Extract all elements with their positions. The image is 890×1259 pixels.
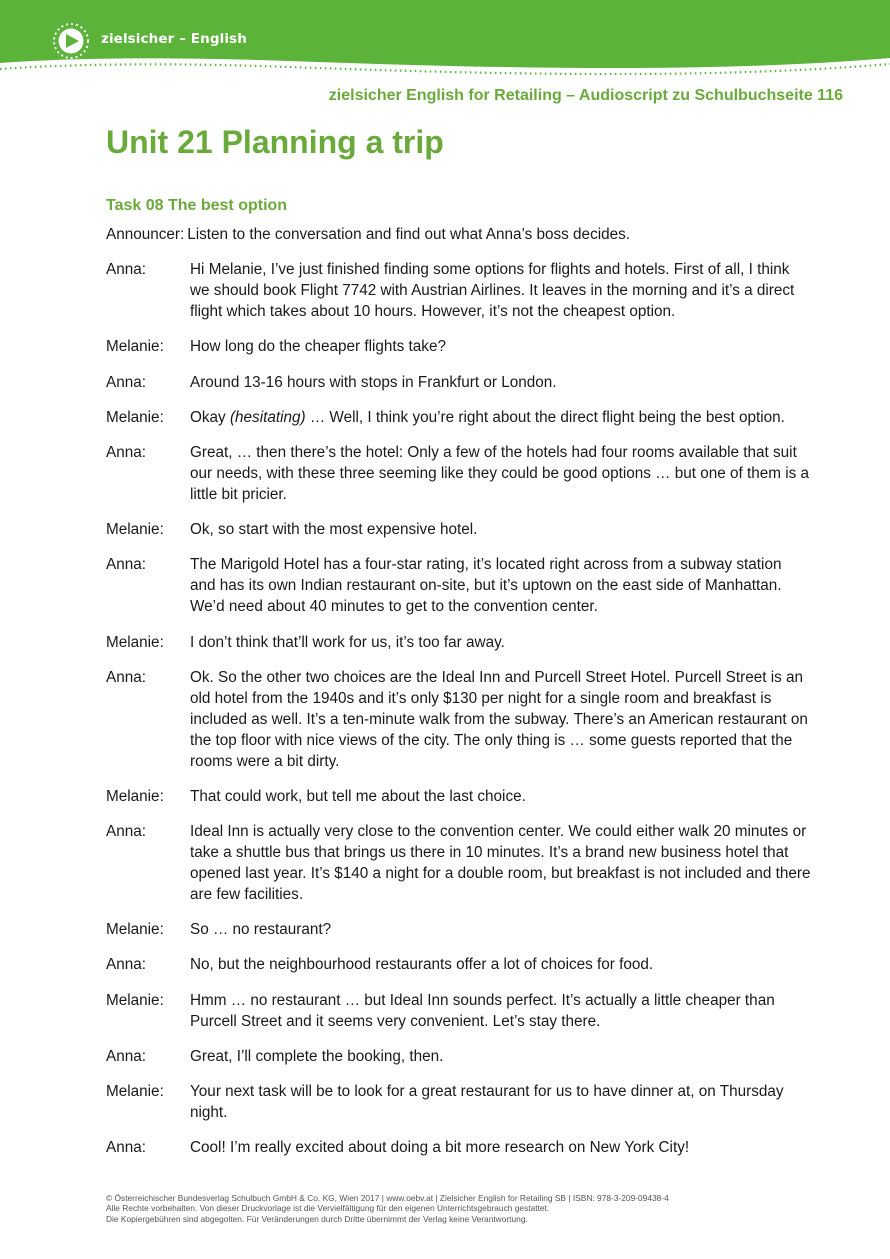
line-text: Hi Melanie, I’ve just finished finding some options for flights and hotels. First of all, I think we should book Flight 7742 with Austrian Airlines. It leaves in the morning and it’s a direct flight which takes about 10 hours. However, it’s not the cheapest option.	[190, 261, 795, 321]
speaker-label: Anna:	[106, 261, 146, 279]
speaker-label: Anna:	[106, 1047, 146, 1065]
speaker-label: Melanie:	[106, 1083, 164, 1100]
line-text: Ok, so start with the most expensive hotel.	[190, 521, 478, 539]
line-text: Cool! I’m really excited about doing a bit more research on New York City!	[190, 1139, 690, 1157]
line-text-start: Okay	[190, 408, 230, 426]
dialogue-line	[106, 1046, 811, 1067]
line-text: Great, I’ll complete the booking, then.	[190, 1047, 444, 1065]
dialogue-line	[106, 442, 811, 505]
dialogue-line	[106, 336, 811, 357]
line-text: Listen to the conversation and find out what Anna’s boss decides.	[187, 226, 631, 243]
dialogue-line	[106, 407, 811, 428]
line-text: Hmm … no restaurant … but Ideal Inn sounds perfect. It’s actually a little cheaper than Purcell Street and it seems very convenient. Let’s stay there.	[190, 991, 775, 1030]
speaker-label: Melanie:	[106, 787, 164, 805]
speaker-label: Announcer:	[106, 226, 185, 243]
speaker-label: Anna:	[106, 556, 146, 574]
line-text: How long do the cheaper flights take?	[190, 338, 446, 356]
line-text: That could work, but tell me about the last choice.	[190, 787, 526, 805]
speaker-label: Anna:	[106, 443, 146, 461]
speaker-label: Melanie:	[106, 991, 164, 1009]
speaker-label: Anna:	[106, 668, 146, 686]
dialogue-line	[106, 954, 811, 975]
task-title: Task 08 The best option	[106, 197, 288, 214]
dialogue-line	[106, 919, 811, 940]
dialogue-line	[106, 667, 811, 772]
header-line: zielsicher English for Retailing – Audioscript zu Schulbuchseite 116	[328, 87, 843, 104]
line-text-end: … Well, I think you’re right about the direct flight being the best option.	[305, 408, 785, 426]
speaker-label: Anna:	[106, 373, 146, 391]
speaker-label: Melanie:	[106, 408, 164, 426]
speaker-label: Anna:	[106, 1139, 146, 1157]
line-text: Around 13-16 hours with stops in Frankfurt or London.	[190, 373, 557, 391]
line-text	[190, 407, 811, 428]
dialogue-line	[106, 259, 811, 322]
brand-name: zielsicher – English	[101, 31, 247, 47]
line-text: Great, … then there’s the hotel: Only a few of the hotels had four rooms available that suit our needs, with these three seeming like they could be good options … but one of them is a little bit pricier.	[190, 443, 810, 503]
footer-line: Die Kopiergebühren sind abgegolten. Für Veränderungen durch Dritte übernimmt der Verlag keine Verantwortung.	[106, 1213, 528, 1224]
dialogue-line	[106, 372, 811, 393]
line-text: Ideal Inn is actually very close to the convention center. We could either walk 20 minutes or take a shuttle bus that brings us there in 10 minutes. It’s a brand new business hotel that opened last year. It’s $140 a night for a double room, but breakfast is not included and there are few facilities.	[190, 823, 811, 904]
line-text: The Marigold Hotel has a four-star rating, it’s located right across from a subway station and has its own Indian restaurant on-site, but it’s uptown on the east side of Manhattan. We’d need about 40 minutes to get to the convention center.	[190, 556, 782, 616]
speaker-label: Melanie:	[106, 338, 164, 356]
line-text: Ok. So the other two choices are the Ideal Inn and Purcell Street Hotel. Purcell Street is an old hotel from the 1940s and it’s only $130 per night for a single room and breakfast is included as well. It’s a ten-minute walk from the subway. There’s an American restaurant on the top floor with nice views of the city. The only thing is … some guests reported that the rooms were a bit dirty.	[190, 668, 808, 770]
footer-line: Alle Rechte vorbehalten. Von dieser Druckvorlage ist die Vervielfältigung für den eigenen Unterrichtsgebrauch gestattet.	[106, 1203, 550, 1214]
line-text: I don’t think that’ll work for us, it’s too far away.	[190, 633, 505, 651]
speaker-label: Melanie:	[106, 521, 164, 539]
dialogue-line	[106, 1081, 811, 1123]
speaker-label: Melanie:	[106, 921, 164, 939]
speaker-label: Anna:	[106, 956, 146, 974]
speaker-label: Melanie:	[106, 633, 164, 651]
line-text: No, but the neighbourhood restaurants offer a lot of choices for food.	[190, 956, 654, 974]
page-title: Unit 21 Planning a trip	[106, 124, 444, 160]
dialogue-line	[106, 821, 811, 905]
announcer-line	[106, 224, 811, 245]
dialogue-line	[106, 554, 811, 617]
line-text: So … no restaurant?	[190, 921, 332, 939]
copyright-footer	[106, 1193, 669, 1224]
dialogue-line	[106, 632, 811, 653]
audioscript	[106, 224, 811, 1172]
dialogue-line	[106, 1137, 811, 1158]
stage-direction: (hesitating)	[229, 408, 306, 426]
dialogue-line	[106, 990, 811, 1032]
line-text: Your next task will be to look for a great restaurant for us to have dinner at, on Thursday night.	[190, 1083, 784, 1121]
dialogue-line	[106, 519, 811, 540]
footer-line: © Österreichischer Bundesverlag Schulbuch GmbH & Co. KG, Wien 2017 | www.oebv.at | Zielsicher English for Retailing SB | ISBN: 978-3-209-09438-4	[106, 1193, 669, 1203]
speaker-label: Anna:	[106, 823, 146, 841]
dialogue-line	[106, 786, 811, 807]
